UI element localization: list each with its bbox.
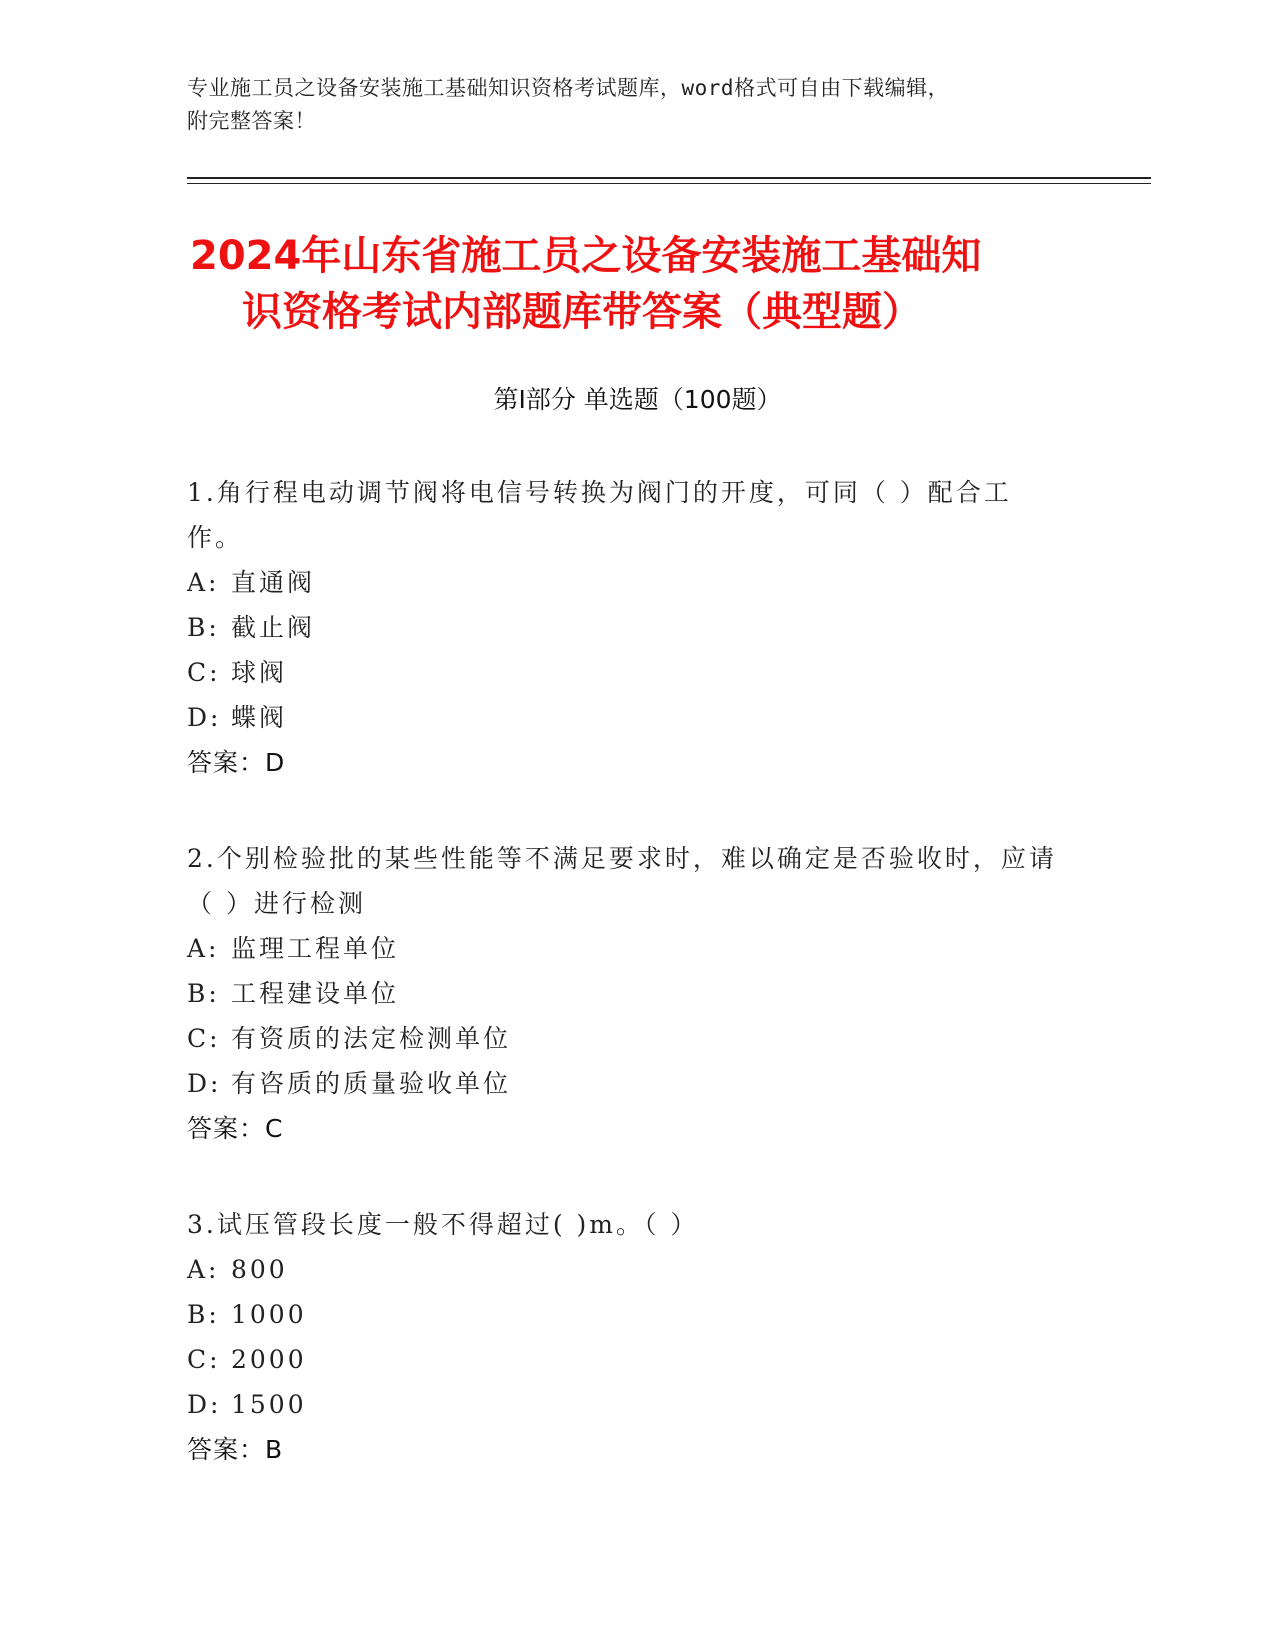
document-title-line-1: 2024年山东省施工员之设备安装施工基础知 [190,233,982,279]
option-key: A: [187,934,220,963]
question-1 [187,470,1067,785]
option-key: B: [187,1300,220,1329]
option-b [187,1292,1067,1337]
option-text: 有资质的法定检测单位 [231,1024,512,1053]
option-d [187,1382,1067,1427]
question-2 [187,836,1067,1151]
option-text: 1000 [231,1300,307,1329]
option-a [187,926,1067,971]
option-text: 直通阀 [231,568,316,597]
option-d [187,1061,1067,1106]
option-key: C: [187,1345,221,1374]
document-title [190,228,1090,340]
option-key: D: [187,1069,222,1098]
question-3 [187,1202,1067,1472]
option-text: 球阀 [231,658,288,687]
option-a [187,1247,1067,1292]
header-note-line-2: 附完整答案！ [187,109,316,133]
option-b [187,605,1067,650]
header-note [187,72,1067,138]
option-key: A: [187,1255,220,1284]
section-heading: 第Ⅰ部分 单选题（100题） [493,385,782,414]
question-stem: 2.个别检验批的某些性能等不满足要求时，难以确定是否验收时，应请（ ）进行检测 [187,844,1057,918]
header-divider-thick [187,177,1151,179]
option-key: A: [187,568,220,597]
option-text: 2000 [231,1345,307,1374]
option-text: 工程建设单位 [231,979,400,1008]
option-text: 监理工程单位 [231,934,400,963]
header-divider-thin [187,183,1151,184]
question-stem: 3.试压管段长度一般不得超过( )m。（ ） [187,1210,699,1239]
option-key: D: [187,703,222,732]
option-b [187,971,1067,1016]
option-text: 蝶阀 [231,703,288,732]
option-text: 截止阀 [231,613,316,642]
option-text: 1500 [231,1390,307,1419]
option-key: B: [187,979,220,1008]
option-c [187,650,1067,695]
option-c [187,1016,1067,1061]
option-text: 800 [231,1255,288,1284]
answer-line: 答案：D [187,748,286,777]
option-d [187,695,1067,740]
option-key: C: [187,658,221,687]
option-c [187,1337,1067,1382]
option-key: B: [187,613,220,642]
header-note-line-1: 专业施工员之设备安装施工基础知识资格考试题库，word格式可自由下载编辑， [187,76,950,100]
answer-line: 答案：C [187,1114,284,1143]
answer-line: 答案：B [187,1435,284,1464]
option-key: C: [187,1024,221,1053]
option-a [187,560,1067,605]
option-key: D: [187,1390,222,1419]
question-stem: 1.角行程电动调节阀将电信号转换为阀门的开度，可同（ ）配合工作。 [187,478,1012,552]
document-title-line-2: 识资格考试内部题库带答案（典型题） [242,289,922,335]
option-text: 有咨质的质量验收单位 [231,1069,512,1098]
